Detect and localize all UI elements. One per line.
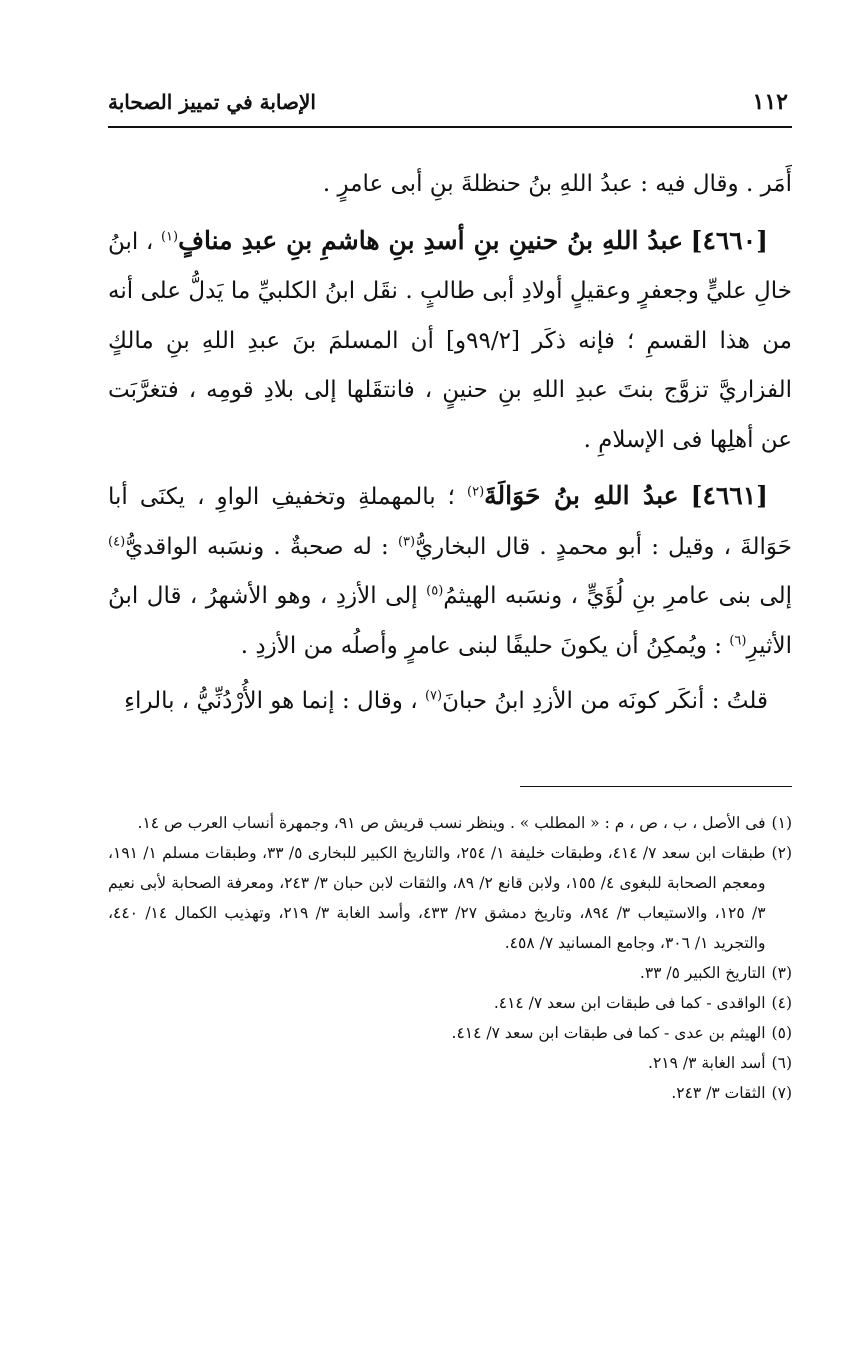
paragraph-4 bbox=[108, 677, 792, 727]
entry-text: ، ابنُ خالِ عليٍّ وجعفرٍ وعقيلٍ أولادِ أبى طالبٍ . نقَل ابنُ الكلبيِّ ما يَدلُّ على أنه من هذا القسمِ ؛ فإنه ذكَر [٩٩/٢و] أن المسلمَ بنَ عبدِ اللهِ بنِ مالكٍ الفزاريَّ تزوَّج بنتَ عبدِ اللهِ بنِ حنينٍ ، فانتقَلها إلى بلادِ قومِه ، فتغرَّبَت عن أهلِها فى الإسلامِ . bbox=[108, 228, 793, 453]
footnote-3 bbox=[108, 958, 792, 988]
entry-text: : له صحبةٌ . ونسَبه الواقديُّ bbox=[125, 533, 389, 560]
entry-text: إلى بنى عامرِ بنِ لُؤَيٍّ ، ونسَبه الهيثمُ bbox=[443, 583, 793, 609]
footnote-number: (٤) bbox=[771, 994, 792, 1012]
footnote-text: فى الأصل ، ب ، ص ، م : « المطلب » . وينظر نسب قريش ص ٩١، وجمهرة أنساب العرب ص ١٤. bbox=[137, 814, 766, 832]
footnote-6 bbox=[108, 1048, 792, 1078]
entry-number: [٤٦٦١] bbox=[690, 481, 769, 510]
entry-number: [٤٦٦٠] bbox=[690, 225, 769, 255]
page-number: ١١٢ bbox=[752, 89, 788, 115]
footnote-number: (٦) bbox=[771, 1054, 792, 1072]
entry-text: إلى الأزدِ ، وهو الأشهرُ ، قال ابنُ الأثيرِ bbox=[108, 583, 792, 659]
footnotes bbox=[108, 808, 792, 1108]
entry-name: عبدُ اللهِ بنُ حنينِ بنِ أسدِ بنِ هاشمِ بنِ عبدِ منافٍ bbox=[178, 225, 683, 255]
footnote-text: أسد الغابة ٣/ ٢١٩. bbox=[648, 1054, 766, 1072]
footnote-7 bbox=[108, 1078, 792, 1108]
footnote-text: التاريخ الكبير ٥/ ٣٣. bbox=[639, 964, 766, 982]
footnote-text: الهيثم بن عدى - كما فى طبقات ابن سعد ٧/ ٤١٤. bbox=[451, 1024, 766, 1042]
main-text bbox=[108, 160, 792, 733]
footnote-ref[interactable]: (٤) bbox=[108, 533, 126, 549]
footnote-number: (٢) bbox=[771, 844, 792, 862]
footnote-ref[interactable]: (٣) bbox=[397, 533, 416, 549]
footnote-number: (٣) bbox=[771, 964, 792, 982]
footnote-text: الثقات ٣/ ٢٤٣. bbox=[671, 1084, 766, 1102]
paragraph-text: ، وقال : إنما هو الأُرْدُنِّيُّ ، بالراءِ bbox=[124, 688, 418, 714]
footnote-ref[interactable]: (٥) bbox=[426, 583, 444, 599]
entry-text: ؛ بالمهملةِ وتخفيفِ الواوِ ، يكنَى أبا حَوَالةَ ، وقيل : أبو محمدٍ . قال البخاريُّ bbox=[108, 484, 793, 560]
footnote-rule bbox=[520, 786, 792, 787]
header-rule bbox=[108, 126, 792, 128]
footnote-number: (٥) bbox=[771, 1024, 792, 1042]
footnote-text: طبقات ابن سعد ٧/ ٤١٤، وطبقات خليفة ١/ ٢٥٤، والتاريخ الكبير للبخارى ٥/ ٣٣، وطبقات مسلم ١/ ١٩١، ومعجم الصحابة للبغوى ٤/ ١٥٥، ولابن قانع ٢/ ٨٩، والثقات لابن حبان ٣/ ٢٤٣، ومعرفة الصحابة لأبى نعيم ٣/ ١٢٥، والاستيعاب ٣/ ٨٩٤، وتاريخ دمشق ٢٧/ ٤٣٣، وأسد الغابة ٣/ ٢١٩، وتهذيب الكمال ١٤/ ٤٤٠، والتجريد ١/ ٣٠٦، وجامع المسانيد ٧/ ٤٥٨. bbox=[108, 844, 766, 952]
paragraph-text: قلتُ : أنكَر كونَه من الأزدِ ابنُ حبانَ bbox=[442, 688, 768, 714]
running-title: الإصابة في تمييز الصحابة bbox=[108, 90, 316, 114]
entry-4661 bbox=[108, 471, 792, 671]
footnote-ref[interactable]: (١) bbox=[160, 228, 179, 244]
footnote-4 bbox=[108, 988, 792, 1018]
footnote-number: (٧) bbox=[771, 1084, 792, 1102]
entry-name: عبدُ اللهِ بنُ حَوَالَةَ bbox=[484, 481, 679, 510]
footnote-text: الواقدى - كما فى طبقات ابن سعد ٧/ ٤١٤. bbox=[493, 994, 766, 1012]
footnote-ref[interactable]: (٦) bbox=[729, 632, 747, 648]
footnote-ref[interactable]: (٧) bbox=[424, 688, 443, 704]
entry-text: : ويُمكِنُ أن يكونَ حليفًا لبنى عامرٍ وأصلُه من الأزدِ . bbox=[240, 632, 722, 659]
footnote-2 bbox=[108, 838, 792, 958]
footnote-ref[interactable]: (٢) bbox=[467, 484, 485, 500]
footnote-1 bbox=[108, 808, 792, 838]
footnote-5 bbox=[108, 1018, 792, 1048]
page-header bbox=[108, 86, 788, 118]
paragraph-1: أَمَر . وقال فيه : عبدُ اللهِ بنُ حنظلةَ بنِ أبى عامرٍ . bbox=[322, 171, 792, 197]
entry-4660 bbox=[108, 216, 792, 466]
footnote-number: (١) bbox=[771, 814, 792, 832]
